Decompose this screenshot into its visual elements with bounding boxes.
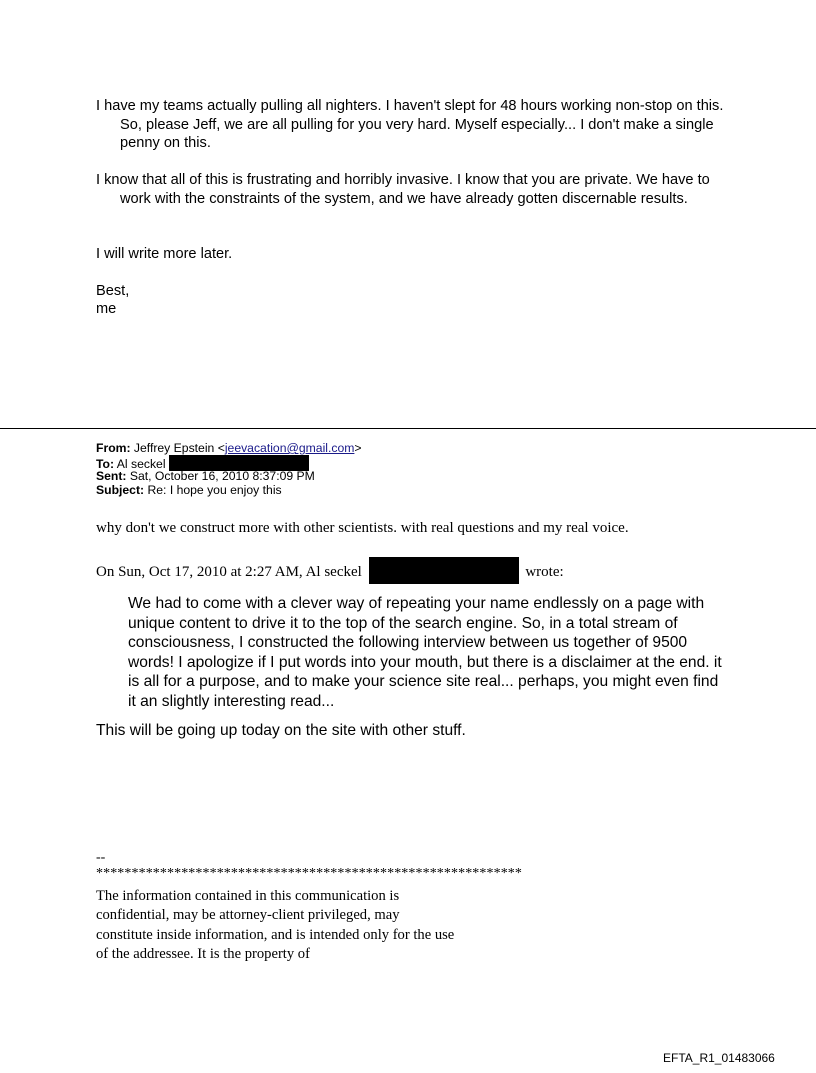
from-close: > <box>354 441 362 455</box>
sent-label: Sent: <box>96 469 127 483</box>
from-email-link[interactable]: jeevacation@gmail.com <box>224 441 355 455</box>
reply-paragraph-2: I know that all of this is frustrating and horribly invasive. I know that you are private. We have to work with the constraints of the system, and we have already gotten discernable results. <box>96 172 710 207</box>
to-name: Al seckel <box>116 457 166 471</box>
message-divider <box>0 428 816 429</box>
quoted-text: We had to come with a clever way of repeating your name endlessly on a page with unique content to drive it to the top of the search engine. So, in a total stream of consciousness, I constructed the following interview between us together of 9500 words! I apologize if I put words into your mouth, but there is a disclaimer at the end. it is all for a purpose, and to make your science site real... perhaps, you might even find it an slightly interesting read... <box>128 595 722 710</box>
from-name: Jeffrey Epstein < <box>133 441 225 455</box>
header-from <box>96 441 362 455</box>
disclaimer-text: The information contained in this communication is confidential, may be attorney-client privileged, may constitute inside information, and is intended only for the use of the addressee. It is the property of <box>96 888 455 963</box>
quote-intro-pre: On Sun, Oct 17, 2010 at 2:27 AM, Al seckel <box>96 564 362 580</box>
reply-paragraph-1: I have my teams actually pulling all nighters. I haven't slept for 48 hours working non-stop on this. So, please Jeff, we are all pulling for you very hard. Myself especially... I don't make a single penny on this. <box>96 98 724 151</box>
from-label: From: <box>96 441 131 455</box>
reply-paragraph-3: I will write more later. <box>96 246 233 262</box>
to-label: To: <box>96 457 115 471</box>
signature-stars: ************************************************************ <box>96 866 522 881</box>
followup-text: This will be going up today on the site with other stuff. <box>96 722 466 739</box>
signature-dashes: -- <box>96 850 106 865</box>
header-sent <box>96 469 315 483</box>
reply-signature: me <box>96 301 117 317</box>
sent-value: Sat, October 16, 2010 8:37:09 PM <box>129 469 315 483</box>
subject-label: Subject: <box>96 483 145 497</box>
redaction-block <box>369 557 519 584</box>
quote-intro-post: wrote: <box>525 564 564 580</box>
quote-intro <box>96 557 564 584</box>
reply-closing: Best, <box>96 283 130 299</box>
document-id: EFTA_R1_01483066 <box>663 1051 775 1065</box>
subject-value: Re: I hope you enjoy this <box>147 483 282 497</box>
message-body: why don't we construct more with other scientists. with real questions and my real voice. <box>96 520 629 536</box>
header-subject <box>96 483 282 497</box>
